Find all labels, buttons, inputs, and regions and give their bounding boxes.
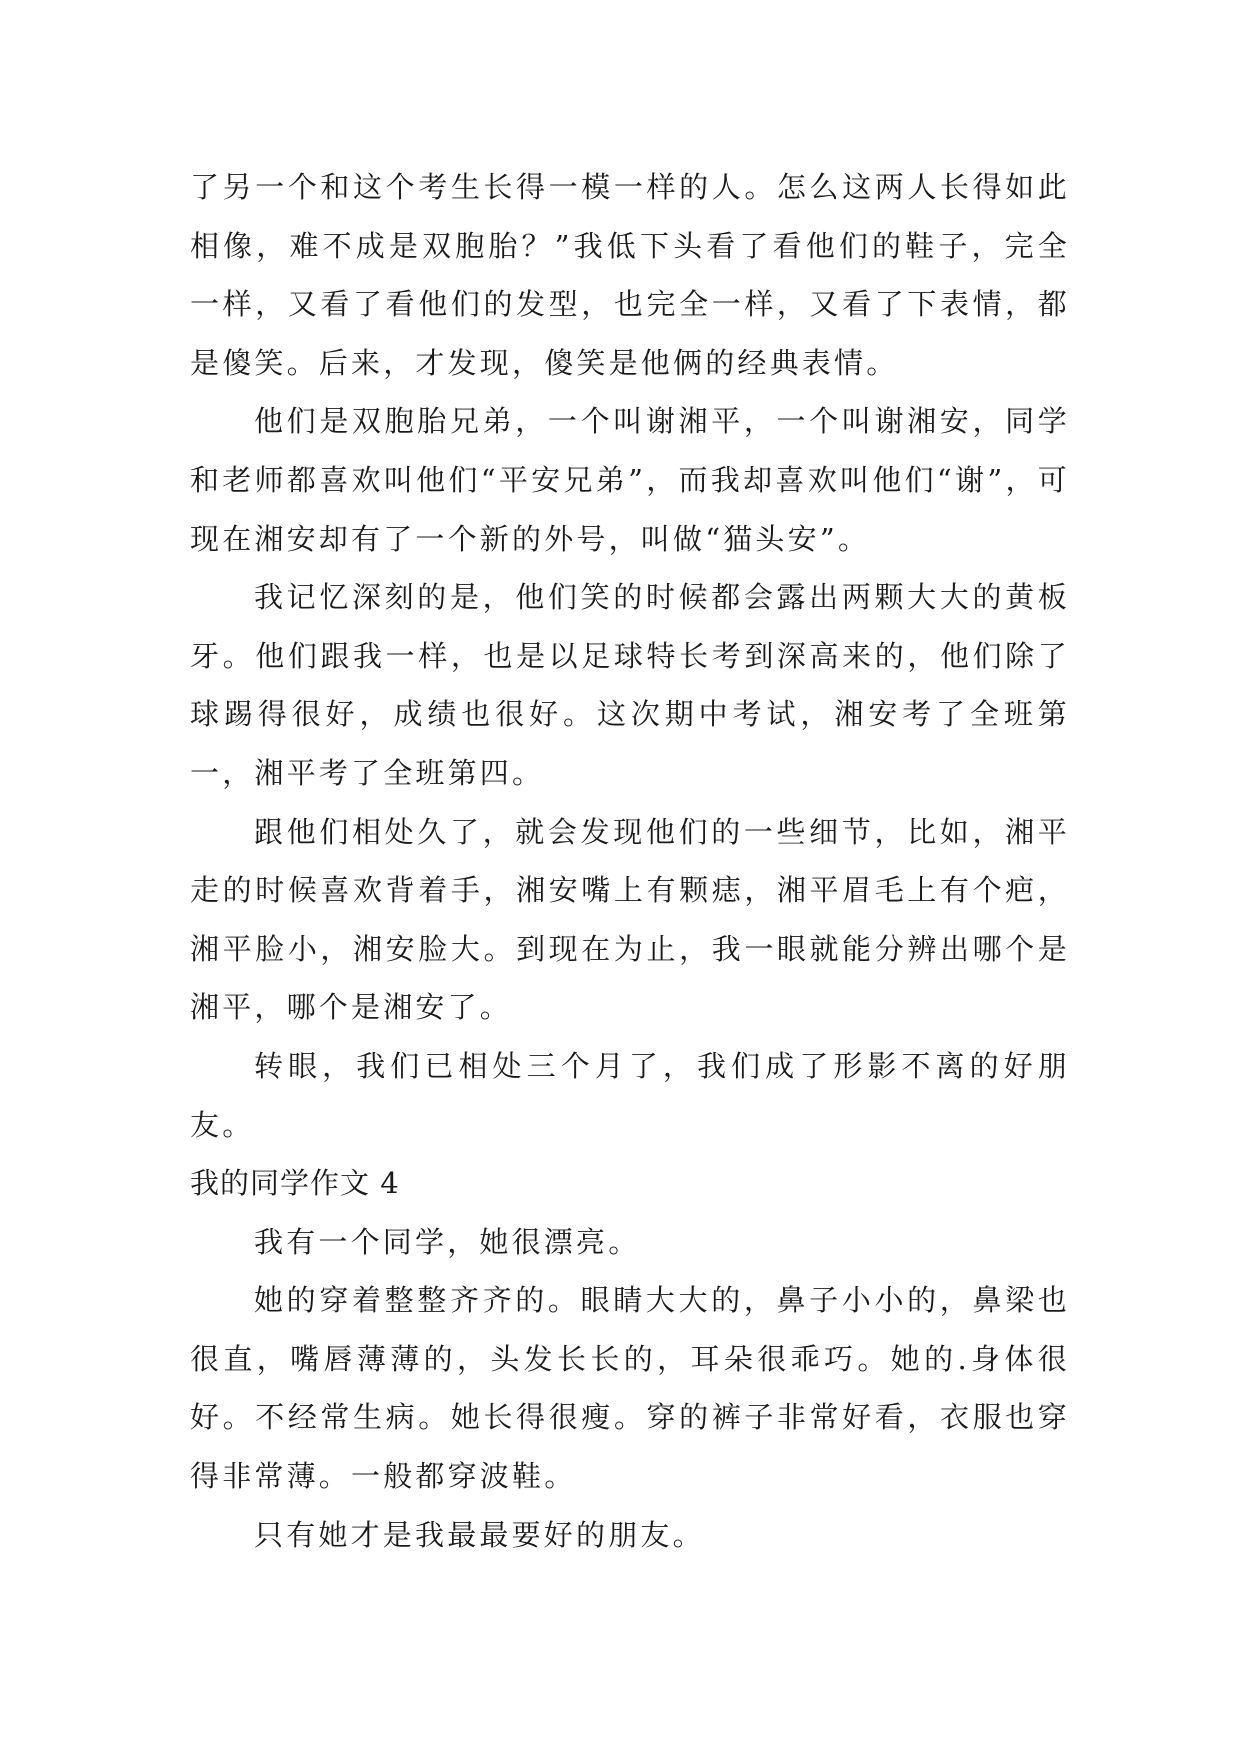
paragraph-continued: 了另一个和这个考生长得一模一样的人。怎么这两人长得如此相像，难不成是双胞胎？”我低下头看了看他们的鞋子，完全一样，又看了看他们的发型，也完全一样，又看了下表情，都是傻笑。后来，才发现，傻笑是他俩的经典表情。 xyxy=(190,170,1070,380)
paragraph-teeth-football: 我记忆深刻的是，他们笑的时候都会露出两颗大大的黄板牙。他们跟我一样，也是以足球特长考到深高来的，他们除了球踢得很好，成绩也很好。这次期中考试，湘安考了全班第一，湘平考了全班第四。 xyxy=(190,580,1070,790)
section-title: 我的同学作文 4 xyxy=(190,1166,400,1201)
paragraph-best-friend: 只有她才是我最最要好的朋友。 xyxy=(254,1517,705,1552)
paragraph-twins-intro: 他们是双胞胎兄弟，一个叫谢湘平，一个叫谢湘安，同学和老师都喜欢叫他们“平安兄弟”，而我却喜欢叫他们“谢”，可现在湘安却有了一个新的外号，叫做“猫头安”。 xyxy=(190,404,1070,556)
paragraph-appearance: 她的穿着整整齐齐的。眼睛大大的，鼻子小小的，鼻梁也很直，嘴唇薄薄的，头发长长的，耳朵很乖巧。她的.身体很好。不经常生病。她长得很瘦。穿的裤子非常好看，衣服也穿得非常薄。一般都穿波鞋。 xyxy=(190,1283,1070,1494)
paragraph-friends: 转眼，我们已相处三个月了，我们成了形影不离的好朋友。 xyxy=(190,1048,1070,1142)
article-body xyxy=(190,158,1070,1564)
paragraph-details: 跟他们相处久了，就会发现他们的一些细节，比如，湘平走的时候喜欢背着手，湘安嘴上有颗痣，湘平眉毛上有个疤，湘平脸小，湘安脸大。到现在为止，我一眼就能分辨出哪个是湘平，哪个是湘安了。 xyxy=(190,814,1070,1025)
paragraph-pretty-classmate: 我有一个同学，她很漂亮。 xyxy=(254,1224,641,1259)
